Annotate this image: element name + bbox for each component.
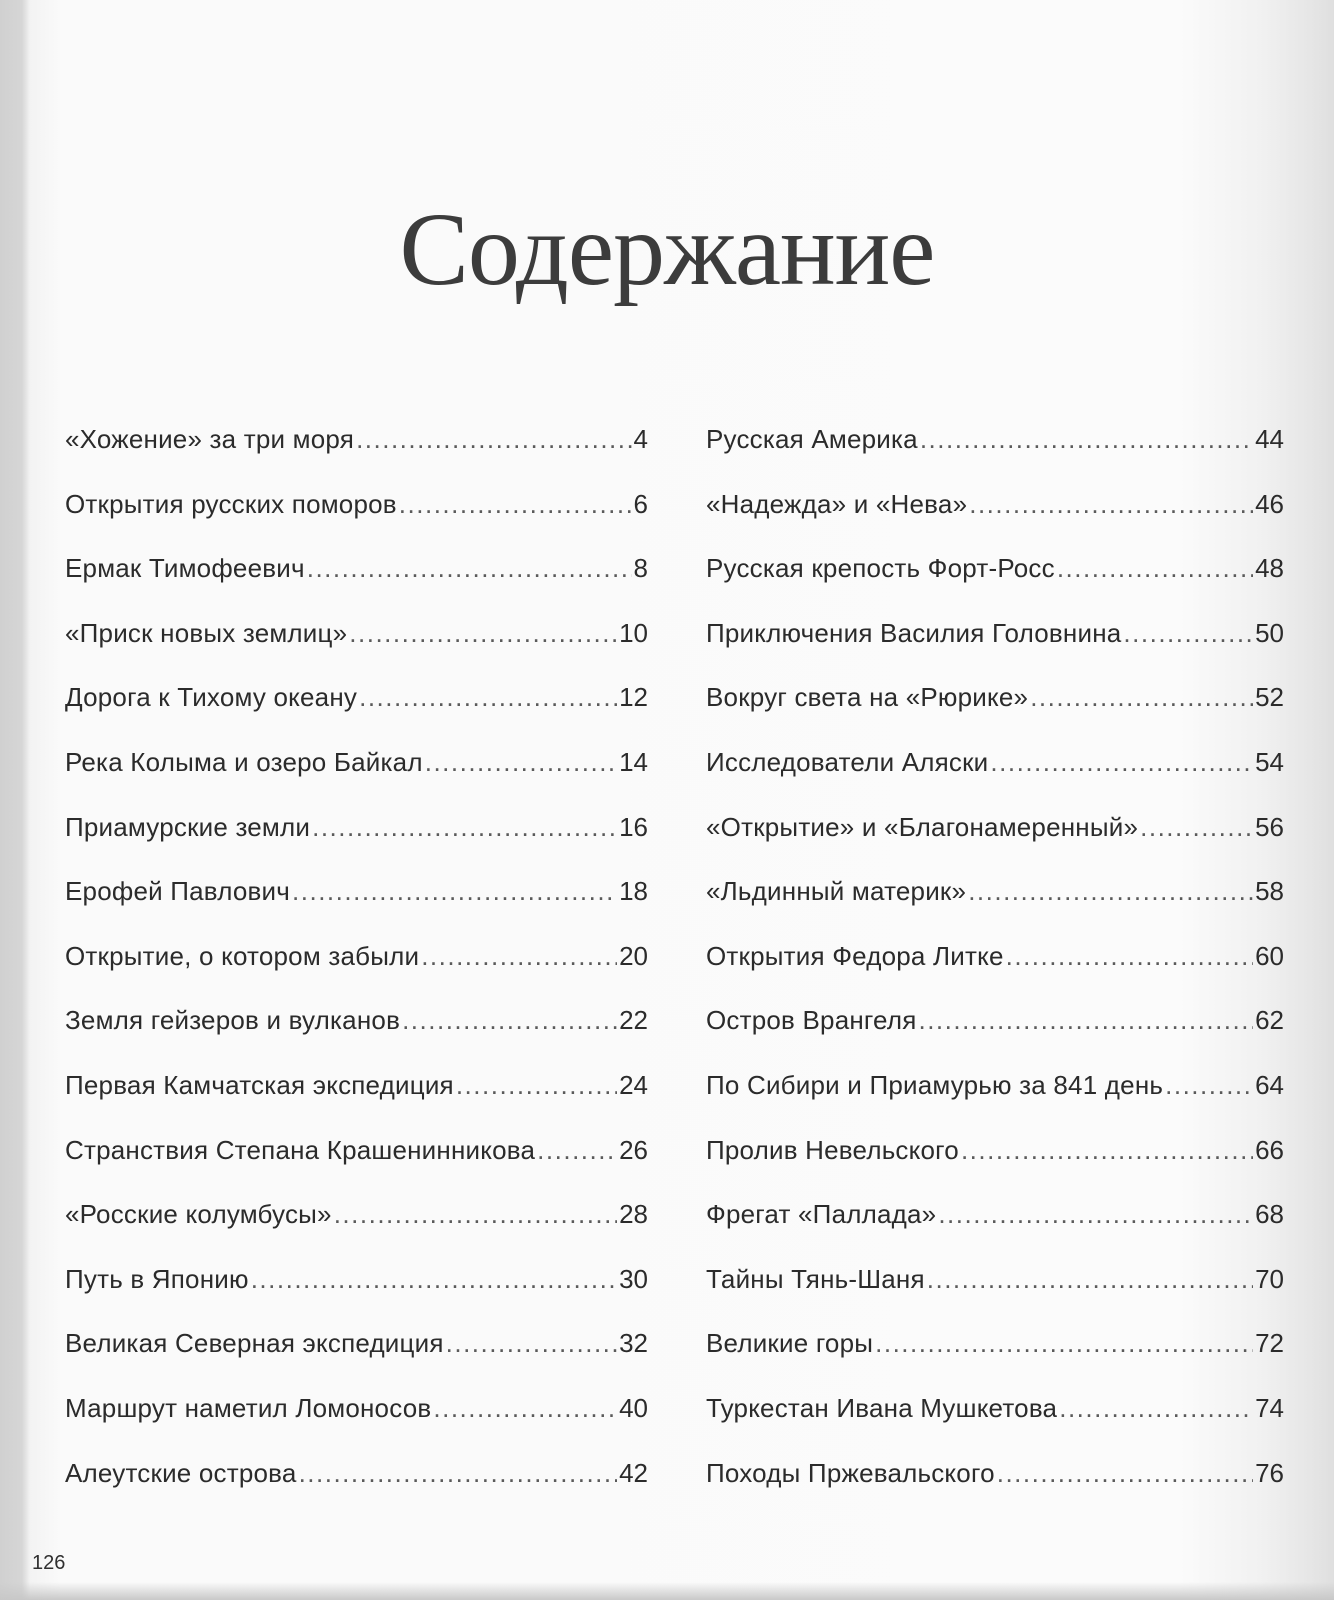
toc-entry-page: 24 (619, 1069, 648, 1100)
toc-entry-page: 22 (619, 1005, 648, 1036)
toc-entry-page: 32 (619, 1328, 648, 1359)
toc-entry-page: 20 (619, 940, 648, 971)
toc-entry-page: 4 (633, 424, 648, 454)
toc-dot-leader (938, 1199, 1253, 1230)
toc-entry (706, 1199, 1284, 1264)
toc-dot-leader (359, 682, 617, 713)
toc-entry-page: 44 (1255, 424, 1284, 454)
toc-entry-title: Фрегат «Паллада» (706, 1199, 937, 1230)
toc-entry-page: 74 (1255, 1392, 1284, 1423)
toc-entry (65, 1070, 648, 1135)
toc-entry-title: По Сибири и Приамурью за 841 день (706, 1069, 1164, 1100)
toc-entry (65, 1264, 648, 1329)
toc-entry-title: Путь в Японию (65, 1263, 249, 1294)
toc-entry-page: 14 (619, 746, 648, 777)
toc-entry (65, 747, 648, 812)
toc-entry (65, 1393, 648, 1458)
page-number: 126 (32, 1552, 66, 1574)
toc-dot-leader (1123, 618, 1253, 649)
toc-entry-page: 30 (619, 1263, 648, 1294)
toc-dot-leader (402, 1005, 617, 1036)
toc-entry (65, 812, 648, 877)
toc-entry-page: 42 (619, 1457, 648, 1488)
toc-dot-leader (292, 876, 617, 907)
toc-entry-page: 66 (1255, 1134, 1284, 1165)
toc-entry-title: Открытия русских поморов (65, 488, 397, 519)
toc-entry-page: 48 (1255, 553, 1284, 584)
toc-entry (65, 682, 648, 747)
toc-entry-title: «Росские колумбусы» (65, 1199, 332, 1230)
toc-entry-title: Приамурские земли (65, 811, 311, 842)
toc-entry-page: 18 (619, 876, 648, 907)
toc-entry-page: 46 (1255, 488, 1284, 519)
toc-entry-title: Походы Пржевальского (706, 1457, 995, 1488)
toc-entry-title: «Приск новых землиц» (65, 617, 348, 648)
toc-dot-leader (425, 747, 617, 778)
toc-entry (706, 941, 1284, 1006)
toc-entry-page: 8 (633, 553, 648, 584)
toc-dot-leader (1059, 1393, 1253, 1424)
toc-entry-title: Туркестан Ивана Мушкетова (706, 1392, 1058, 1423)
toc-dot-leader (875, 1328, 1253, 1359)
toc-entry-page: 40 (619, 1392, 648, 1423)
toc-entry-title: Странствия Степана Крашенинникова (65, 1134, 536, 1165)
toc-entry (706, 553, 1284, 618)
toc-dot-leader (990, 747, 1253, 778)
toc-dot-leader (961, 1135, 1253, 1166)
toc-entry (65, 618, 648, 683)
toc-dot-leader (251, 1264, 617, 1295)
toc-dot-leader (334, 1199, 617, 1230)
toc-entry-title: Алеутские острова (65, 1457, 297, 1488)
toc-dot-leader (1006, 941, 1253, 972)
toc-dot-leader (920, 424, 1253, 455)
toc-entry-page: 58 (1255, 876, 1284, 907)
toc-entry-title: Великая Северная экспедиция (65, 1328, 444, 1359)
toc-entry (706, 747, 1284, 812)
toc-entry-page: 60 (1255, 940, 1284, 971)
toc-entry (706, 1458, 1284, 1523)
toc-entry (65, 1005, 648, 1070)
toc-entry-title: Русская крепость Форт-Росс (706, 553, 1055, 584)
toc-entry (706, 1070, 1284, 1135)
toc-entry (706, 618, 1284, 683)
toc-dot-leader (399, 489, 632, 520)
toc-entry-title: Тайны Тянь-Шаня (706, 1263, 925, 1294)
toc-entry-title: Русская Америка (706, 424, 918, 454)
toc-dot-leader (537, 1135, 617, 1166)
toc-dot-leader (1140, 812, 1253, 843)
toc-entry-page: 12 (619, 682, 648, 713)
toc-entry-page: 50 (1255, 617, 1284, 648)
toc-dot-leader (997, 1458, 1253, 1489)
toc-left-column (65, 424, 648, 1522)
toc-entry-title: Река Колыма и озеро Байкал (65, 746, 423, 777)
toc-entry-title: Вокруг света на «Рюрике» (706, 682, 1029, 713)
toc-dot-leader (356, 424, 631, 455)
toc-dot-leader (312, 812, 617, 843)
toc-entry-title: Маршрут наметил Ломоносов (65, 1392, 432, 1423)
toc-entry (706, 1328, 1284, 1393)
toc-entry-title: Приключения Василия Головнина (706, 617, 1122, 648)
toc-entry-title: Первая Камчатская экспедиция (65, 1069, 454, 1100)
toc-dot-leader (349, 618, 617, 649)
toc-entry-page: 70 (1255, 1263, 1284, 1294)
toc-entry (65, 553, 648, 618)
toc-entry-title: «Хожение» за три моря (65, 424, 355, 454)
toc-entry-title: Ерофей Павлович (65, 876, 291, 907)
toc-entry-title: Остров Врангеля (706, 1005, 917, 1036)
toc-entry (65, 1199, 648, 1264)
toc-dot-leader (927, 1264, 1253, 1295)
toc-right-column (706, 424, 1284, 1522)
toc-entry-title: Открытия Федора Литке (706, 940, 1004, 971)
toc-dot-leader (307, 553, 632, 584)
toc-entry (65, 876, 648, 941)
toc-entry-page: 56 (1255, 811, 1284, 842)
toc-entry-title: Великие горы (706, 1328, 874, 1359)
toc-entry (65, 1458, 648, 1523)
toc-dot-leader (918, 1005, 1253, 1036)
toc-entry (706, 876, 1284, 941)
toc-dot-leader (433, 1393, 617, 1424)
toc-entry-page: 72 (1255, 1328, 1284, 1359)
toc-entry (706, 1393, 1284, 1458)
toc-entry (706, 682, 1284, 747)
toc-entry-title: «Надежда» и «Нева» (706, 488, 968, 519)
toc-entry (65, 489, 648, 554)
page-title: Содержание (399, 192, 935, 307)
toc-dot-leader (421, 941, 617, 972)
toc-entry-title: Пролив Невельского (706, 1134, 959, 1165)
toc-entry (706, 812, 1284, 877)
toc-entry-page: 64 (1255, 1069, 1284, 1100)
toc-entry (706, 1135, 1284, 1200)
toc-entry-page: 52 (1255, 682, 1284, 713)
toc-entry-title: Исследователи Аляски (706, 746, 989, 777)
toc-entry-page: 16 (619, 811, 648, 842)
toc-entry-title: Ермак Тимофеевич (65, 553, 305, 584)
toc-entry-page: 28 (619, 1199, 648, 1230)
toc-entry-title: Дорога к Тихому океану (65, 682, 358, 713)
toc-entry (706, 1005, 1284, 1070)
toc-entry-page: 76 (1255, 1457, 1284, 1488)
toc-entry-page: 26 (619, 1134, 648, 1165)
toc-dot-leader (446, 1328, 617, 1359)
toc-entry-page: 68 (1255, 1199, 1284, 1230)
toc-entry (65, 424, 648, 489)
toc-dot-leader (299, 1458, 618, 1489)
page-edge-shadow (0, 1582, 1334, 1600)
toc-entry-page: 6 (633, 488, 648, 519)
toc-entry-title: Земля гейзеров и вулканов (65, 1005, 401, 1036)
toc-entry (706, 1264, 1284, 1329)
toc-entry-title: Открытие, о котором забыли (65, 940, 420, 971)
toc-entry-title: «Открытие» и «Благонамеренный» (706, 811, 1139, 842)
toc-entry-title: «Льдинный материк» (706, 876, 967, 907)
toc-entry-page: 10 (619, 617, 648, 648)
toc-entry (65, 1135, 648, 1200)
toc-dot-leader (456, 1070, 617, 1101)
toc-entry (706, 424, 1284, 489)
toc-dot-leader (968, 876, 1253, 907)
toc-dot-leader (1165, 1070, 1253, 1101)
toc-dot-leader (1057, 553, 1253, 584)
toc-dot-leader (1030, 682, 1253, 713)
toc-entry (706, 489, 1284, 554)
toc-entry (65, 1328, 648, 1393)
toc-entry-page: 54 (1255, 746, 1284, 777)
toc-entry-page: 62 (1255, 1005, 1284, 1036)
toc-entry (65, 941, 648, 1006)
toc-dot-leader (969, 489, 1253, 520)
